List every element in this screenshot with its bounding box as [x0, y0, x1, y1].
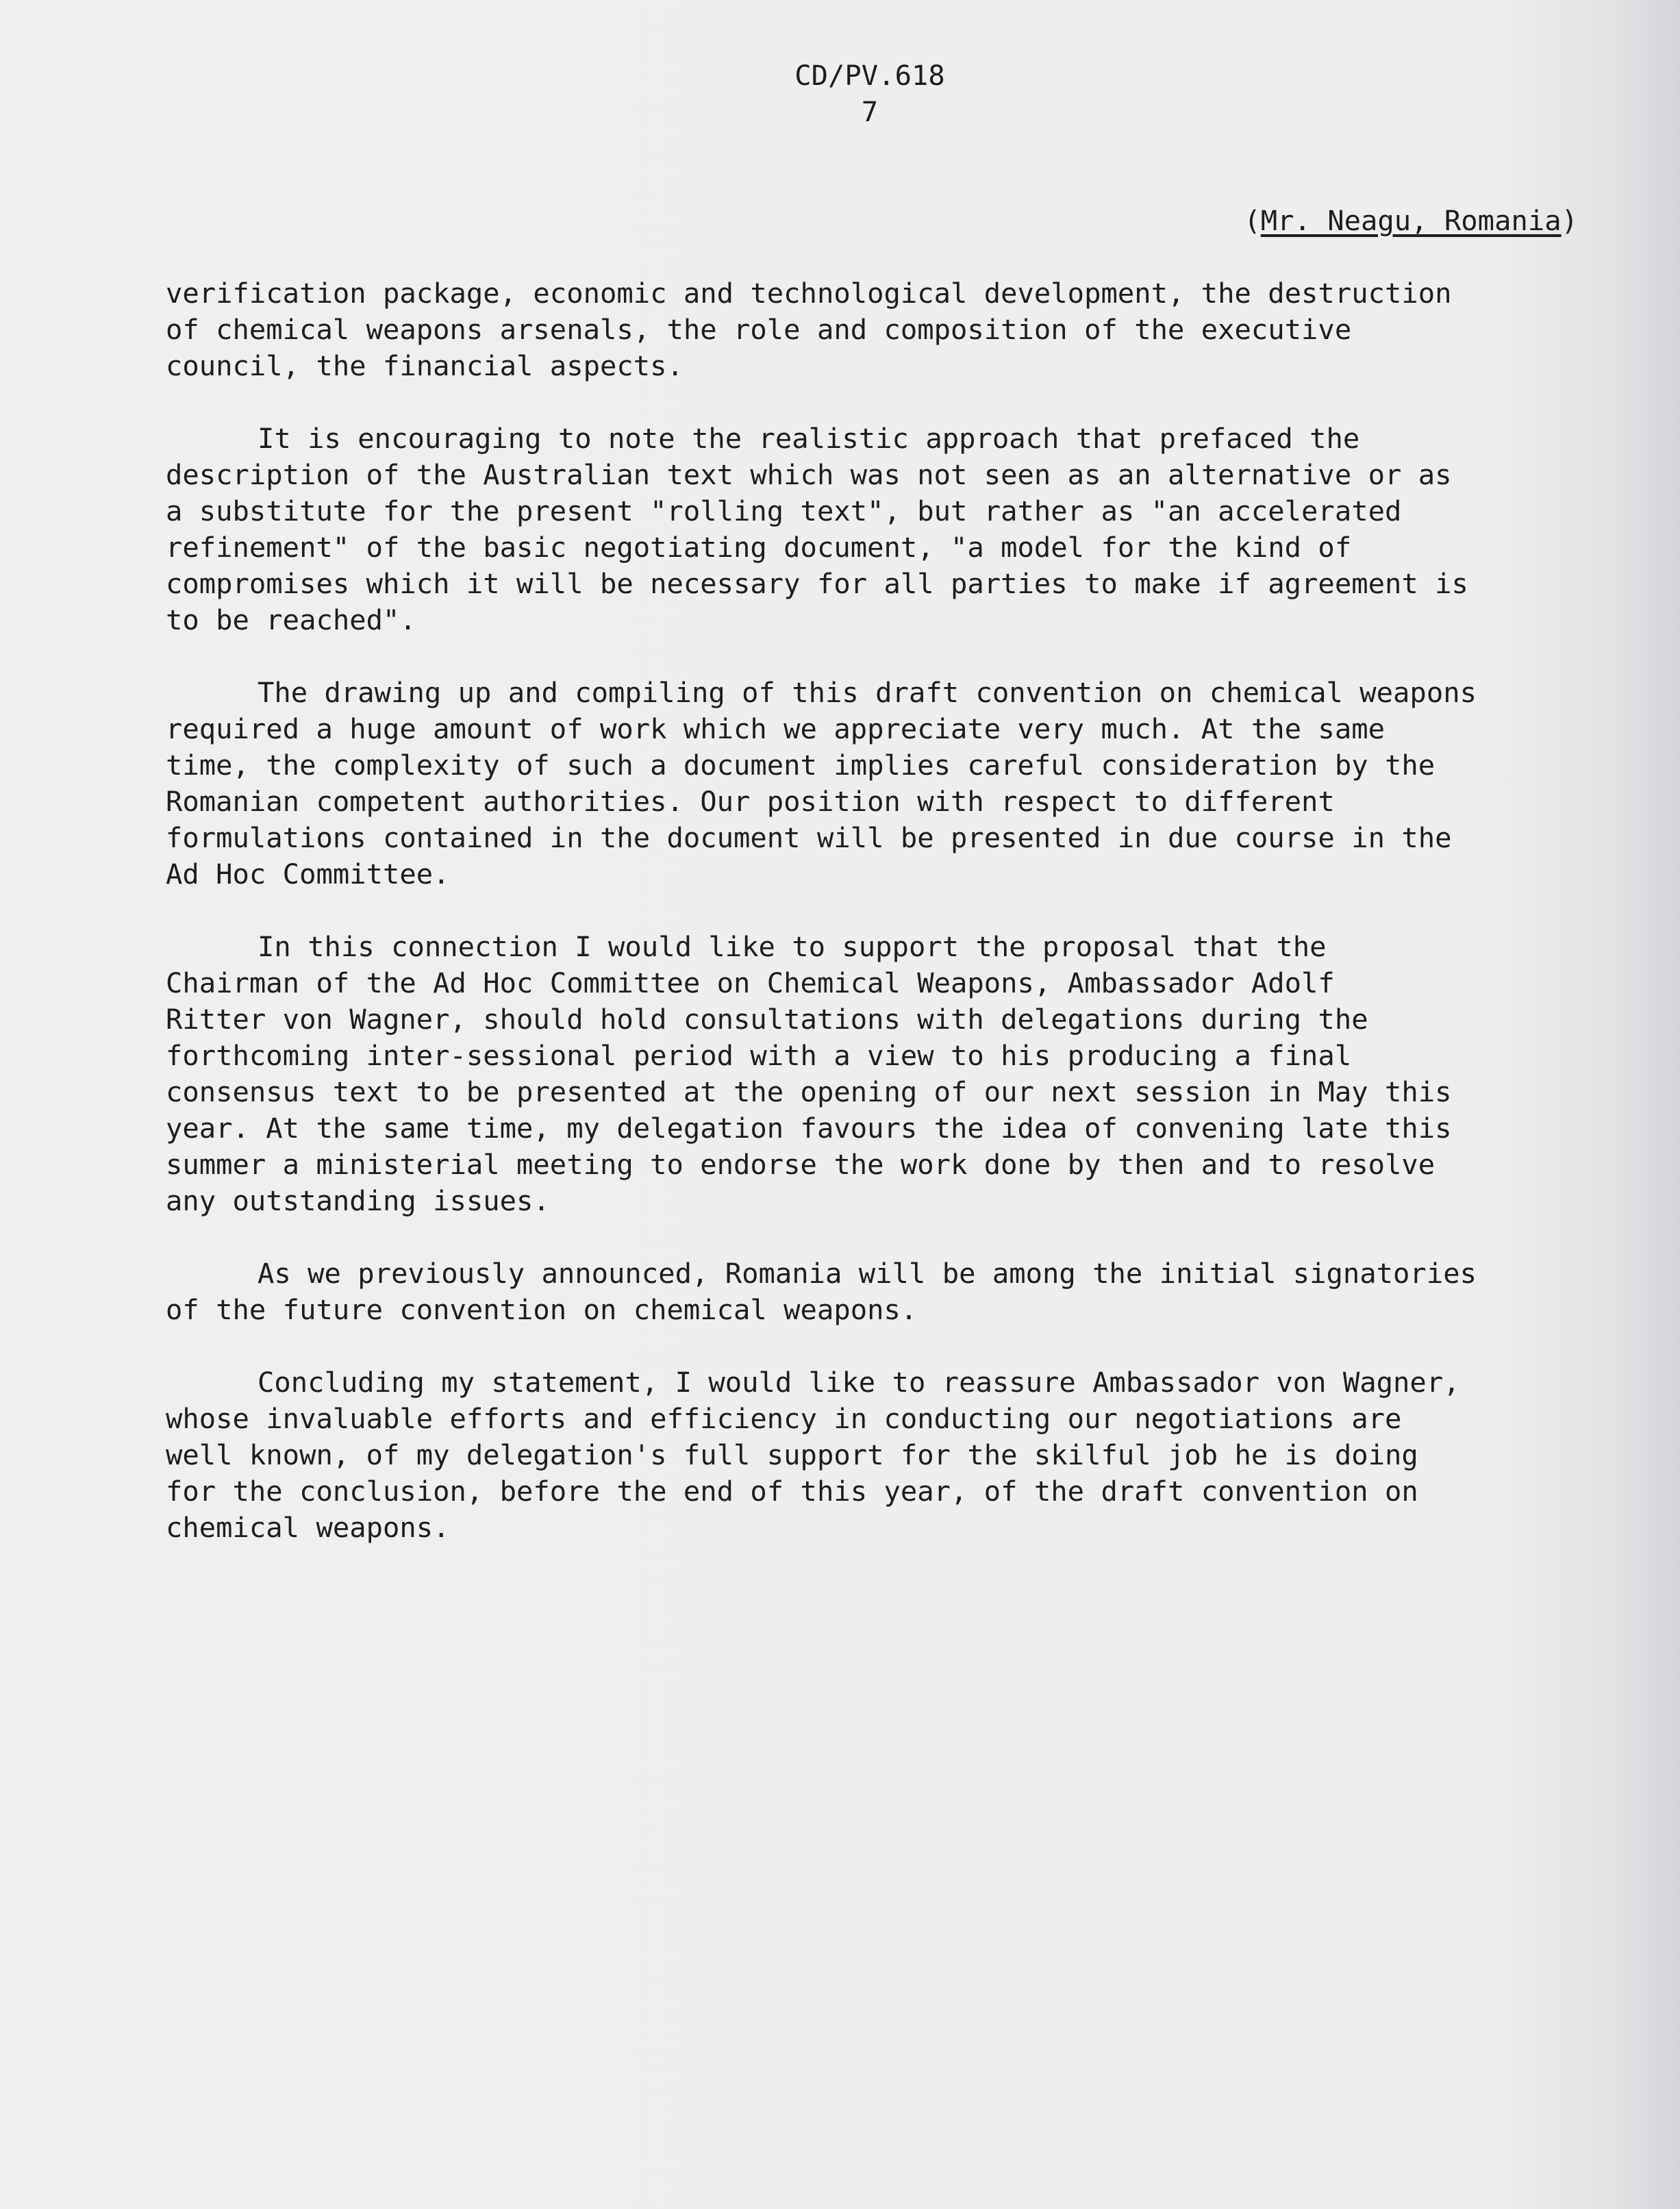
paragraph-1: verification package, economic and technological development, the destruction of chemical weapons arsenals, the role and composition of the executive council, the financial aspects.	[166, 277, 1452, 382]
paragraph-2: It is encouraging to note the realistic approach that prefaced the description of the Australian text which was not seen as an alternative or as a substitute for the present "rolling text", but rather as "an accelerated refinement" of the basic negotiating document, "a model for the kind of compromises which it will be necessary for all parties to make if agreement is to be reached".	[166, 422, 1468, 636]
paragraph-6: Concluding my statement, I would like to reassure Ambassador von Wagner, whose invaluable efforts and efficiency in conducting our negotiations are well known, of my delegation's full support for the skilful job he is doing for the conclusion, before the end of this year, of the draft convention on chemical weapons.	[166, 1366, 1460, 1544]
speaker-name: Mr. Neagu, Romania	[1260, 204, 1562, 237]
paragraph-4: In this connection I would like to support the proposal that the Chairman of the Ad Hoc Committee on Chemical Weapons, Ambassador Adolf Ritter von Wagner, should hold consultations with delegations during the forthcoming inter-sessional period with a view to his producing a final consensus text to be presented at the opening of our next session in May this year. At the same time, my delegation favours the idea of convening late this summer a ministerial meeting to endorse the work done by then and to resolve any outstanding issues.	[166, 930, 1452, 1217]
speaker-open-paren: (	[1244, 204, 1261, 237]
page-number: 7	[861, 95, 879, 128]
paragraph-5: As we previously announced, Romania will be among the initial signatories of the future convention on chemical weapons.	[166, 1257, 1477, 1326]
document-symbol: CD/PV.618	[794, 59, 945, 92]
paragraph-3: The drawing up and compiling of this draft convention on chemical weapons required a huge amount of work which we appreciate very much. At the same time, the complexity of such a document implies careful consideration by the Romanian competent authorities. Our position with respect to different formulations contained in the document will be presented in due course in the Ad Hoc Committee.	[166, 676, 1477, 890]
speaker-attribution	[1244, 203, 1578, 239]
statement-text	[166, 275, 1577, 1582]
speaker-close-paren: )	[1561, 204, 1578, 237]
